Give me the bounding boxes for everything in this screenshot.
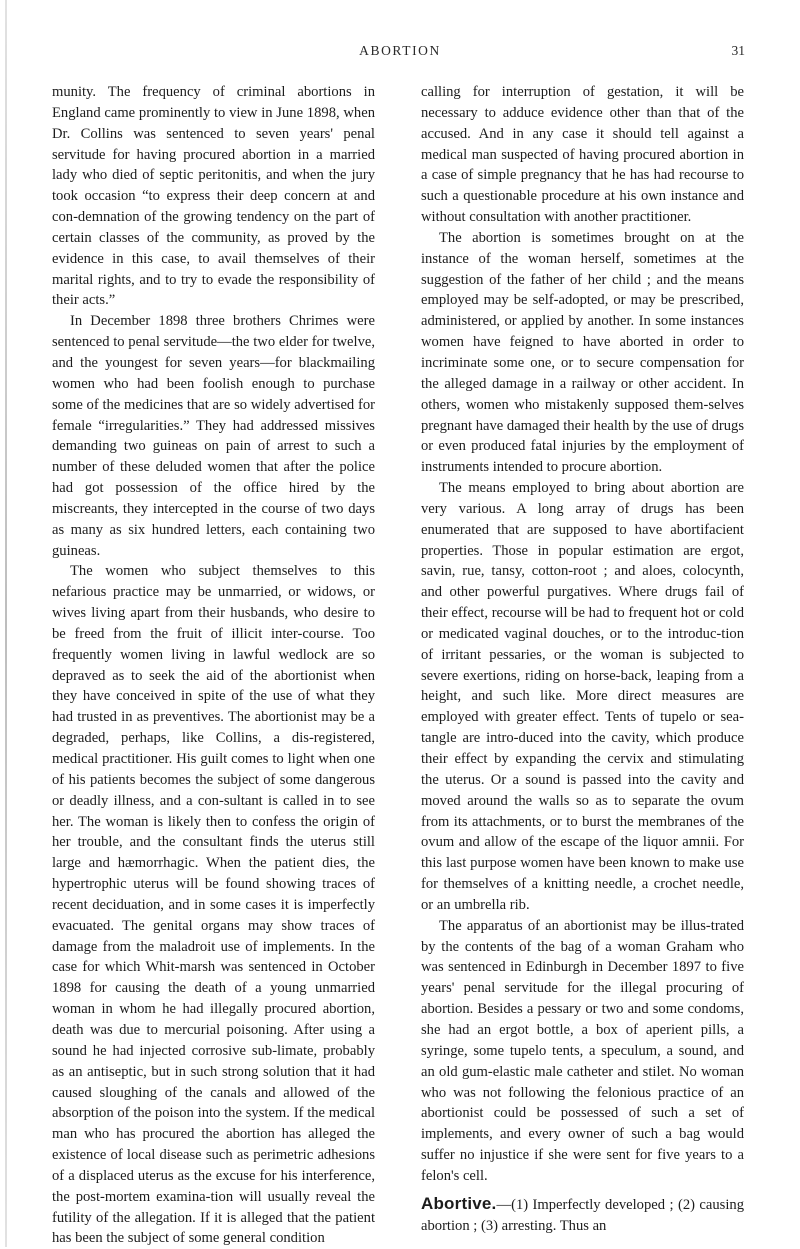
paragraph: The apparatus of an abortionist may be illus-trated by the contents of the bag of a woman Graham who was sentenced in Edinburgh in December 1897 to five years' penal servitude for the illegal procuring of abortion. Besides a pessary or two and some condoms, she had an ergot bottle, a box of aperient pills, a syringe, some tupelo tents, a speculum, a sound, and an old gum-elastic male catheter and stilet. No woman who was not following the felonious practice of an abortionist could be possessed of such a set of implements, and every owner of such a bag would suffer no injustice if she were sent for five years to a felon's cell. bbox=[421, 917, 744, 1184]
left-column bbox=[52, 82, 375, 1249]
right-column bbox=[421, 82, 744, 1236]
page-number: 31 bbox=[731, 43, 745, 58]
paragraph: The women who subject themselves to this nefarious practice may be unmarried, or widows, or wives living apart from their husbands, who desire to be freed from the fruit of illicit inter-course. Too frequently women living in lawful wedlock are so depraved as to seek the aid of the abortionist when they have conceived in spite of the use of what they had trusted in as preventives. The abortionist may be a degraded, perhaps, like Collins, a dis-registered, medical practitioner. His guilt comes to light when one of his patients becomes the subject of some dangerous or deadly illness, and a con-sultant is called in to see her. The woman is likely then to confess the origin of her trouble, and the consultant finds the uterus still large and hæmorrhagic. When the patient dies, the hypertrophic uterus will be found showing traces of recent deciduation, and in some cases it is imperfectly evacuated. The genital organs may show traces of damage from the maladroit use of implements. In the case for which Whit-marsh was sentenced in October 1898 for causing the death of a young unmarried woman in whom he had illegally procured abortion, death was due to mercurial poisoning. After using a sound he had injected corrosive sub-limate, probably as an antiseptic, but in such strong solution that it had caused sloughing of the canals and allowed of the absorption of the poison into the system. If the medical man who has procured the abortion has alleged the existence of local disease such as perimetric adhesions of a displaced uterus as the excuse for his interference, the post-mortem examina-tion will usually reveal the futility of the allegation. If it is alleged that the patient has been the subject of some general condition bbox=[52, 563, 375, 1247]
running-head: ABORTION bbox=[359, 43, 441, 58]
entry-headword: Abortive. bbox=[421, 1193, 497, 1213]
entry-definition: —(1) Imperfectly developed ; (2) causing abortion ; (3) arresting. Thus an bbox=[421, 1196, 744, 1234]
paragraph: In December 1898 three brothers Chrimes were sentenced to penal servitude—the two elder for twelve, and the youngest for seven years—for blackmailing women who had been foolish enough to purchase some of the medicines that are so widely advertised for female “irregularities.” They had addressed missives demanding two guineas on pain of arrest to such a number of these deluded women that after the police had got possession of the office hired by the miscreants, they intercepted in the course of two days as many as six hundred letters, each containing two guineas. bbox=[52, 313, 375, 559]
paragraph: calling for interruption of gestation, it will be necessary to adduce evidence other than that of the accused. And in any case it should tell against a medical man suspected of having procured abortion in a case of simple pregnancy that he has had recourse to such a questionable procedure at his own instance and without consultation with another practitioner. bbox=[421, 84, 744, 226]
paragraph: The abortion is sometimes brought on at the instance of the woman herself, sometimes at the suggestion of the father of her child ; and the means employed may be self-adopted, or may be prescribed, administered, or applied by another. In some instances women have feigned to have aborted in order to incriminate some one, or to secure compensation for the alleged damage in a railway or other accident. In others, women who mistakenly supposed them-selves pregnant have damaged their health by the use of drugs or even produced fatal injuries by the employment of instruments intended to procure abortion. bbox=[421, 229, 744, 476]
paragraph: The means employed to bring about abortion are very various. A long array of drugs has been enumerated that are supposed to have abortifacient properties. Those in popular estimation are ergot, savin, rue, tansy, cotton-root ; and aloes, colocynth, and other powerful purgatives. Where drugs fail of their effect, recourse will be had to frequent hot or cold or medicated vaginal douches, or to the introduc-tion of irritant pessaries, or the woman is subjected to severe exertions, riding on horse-back, leaping from a height, and such like. More direct measures are employed with greater effect. Tents of tupelo or sea-tangle are intro-duced into the cavity, which produce their effect by expanding the cervix and stimulating the uterus. Or a sound is passed into the cavity and moved around the walls so as to separate the ovum from its attachments, or to burst the membranes of the ovum and allow of the escape of the liquor amnii. For this last purpose women have been known to make use for themselves of a knitting needle, a crochet needle, or an umbrella rib. bbox=[421, 480, 744, 913]
paragraph: munity. The frequency of criminal abortions in England came prominently to view in June 1898, when Dr. Collins was sentenced to seven years' penal servitude for having procured abortion in a married lady who died of septic peritonitis, and when the jury took occasion “to express their deep concern at and con-demnation of the growing tendency on the part of certain classes of the community, as proved by the evidence in this case, to avail themselves of their marital rights, and to try to evade the responsibility of their acts.” bbox=[52, 84, 375, 309]
page-header bbox=[55, 43, 745, 63]
dictionary-entry bbox=[421, 1194, 744, 1237]
page-edge-line bbox=[5, 0, 7, 1247]
